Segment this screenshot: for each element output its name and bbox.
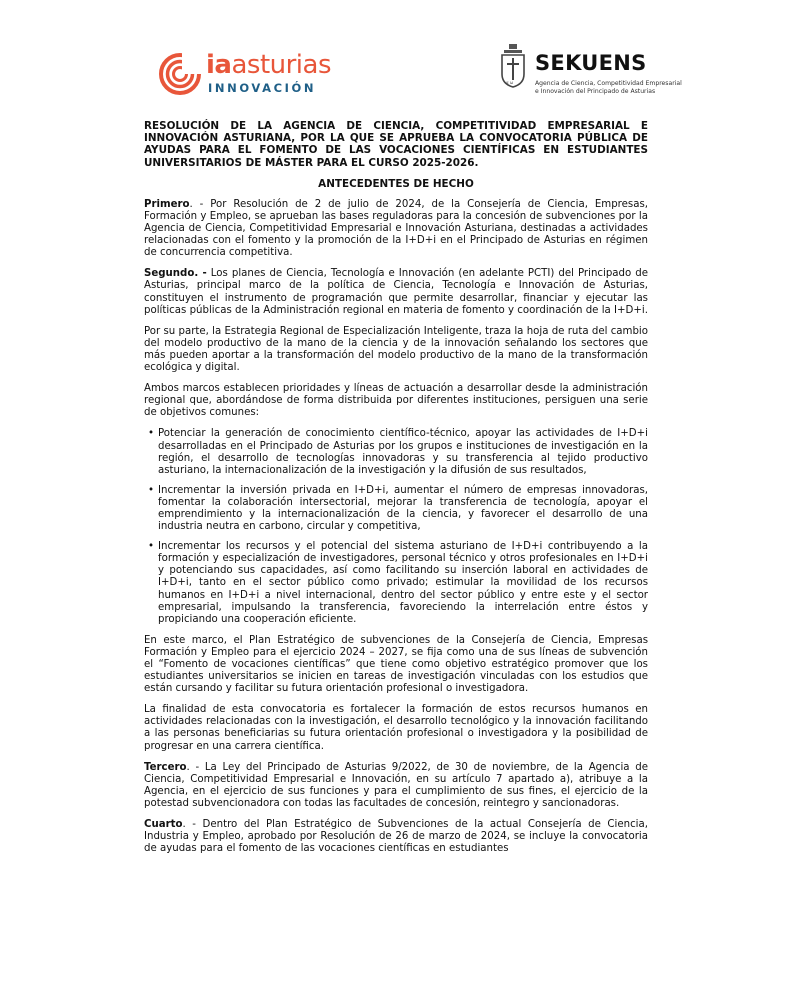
text-primero: . - Por Resolución de 2 de julio de 2024, de la Consejería de Ciencia, Empresas, Formación y Empleo, se aprueban las bases reguladoras para la concesión de subvenciones por la Agencia de Ciencia, Competitividad Empresarial e Innovación Asturiana, destinadas a actividades relacionadas con el fomento y la promoción de la I+D+i en el Principado de Asturias en régimen de concurrencia competitiva.	[144, 198, 648, 259]
iasturias-spiral-icon	[158, 52, 202, 96]
list-item-text: Incrementar la inversión privada en I+D+i, aumentar el número de empresas innovadoras, fomentar la colaboración intersectorial, mejorar la transferencia de tecnología, apoyar el emprendimiento y la internacionalización de la ciencia, y favorecer el desarrollo de una industria neutra en carbono, circular y competitiva,	[158, 484, 648, 533]
section-heading: ANTECEDENTES DE HECHO	[318, 177, 474, 190]
sekuens-logo	[497, 44, 682, 104]
list-item	[144, 541, 648, 626]
paragraph-primero	[144, 199, 648, 259]
iasturias-logo	[158, 50, 338, 100]
sekuens-subtitle-line1: Agencia de Ciencia, Competitividad Empresarial	[535, 80, 682, 87]
lead-cuarto: Cuarto	[144, 819, 183, 831]
objectives-list	[144, 428, 648, 625]
paragraph-finalidad: La finalidad de esta convocatoria es fortalecer la formación de estos recursos humanos en actividades relacionadas con la investigación, el desarrollo tecnológico y la innovación facilitando a las personas beneficiarias su futura orientación profesional o investigadora y la posibilidad de progresar en una carrera científica.	[144, 704, 648, 752]
lead-primero: Primero	[144, 198, 190, 210]
text-tercero: . - La Ley del Principado de Asturias 9/2022, de 30 de noviembre, de la Agencia de Ciencia, Competitividad Empresarial e Innovación, en su artículo 7 apartado a), atribuye a la Agencia, en el ejercicio de sus funciones y para el cumplimiento de sus fines, el ejercicio de la potestad subvencionadora con todas las facultades de concesión, reintegro y sancionadoras.	[144, 761, 648, 809]
svg-text:α ω: α ω	[506, 80, 514, 85]
iasturias-subtitle: INNOVACIÓN	[208, 81, 317, 95]
iasturias-wordmark	[206, 50, 331, 80]
text-segundo: Los planes de Ciencia, Tecnología e Innovación (en adelante PCTI) del Principado de Asturias, principal marco de la política de Ciencia, Tecnología e Innovación de Asturias, constituyen el instrumento de programación que permite desarrollar, financiar y ejecutar las políticas públicas de la Administración regional en materia de fomento y coordinación de la I+D+i.	[144, 268, 649, 316]
sekuens-wordmark: SEKUENS	[535, 51, 647, 75]
document-title: RESOLUCIÓN DE LA AGENCIA DE CIENCIA, COMPETITIVIDAD EMPRESARIAL E INNOVACIÓN ASTURIANA, POR LA QUE SE APRUEBA LA CONVOCATORIA PÚBLICA DE AYUDAS PARA EL FOMENTO DE LAS VOCACIONES CIENTÍFICAS EN ESTUDIANTES UNIVERSITARIOS DE MÁSTER PARA EL CURSO 2025-2026.	[144, 120, 648, 169]
list-item	[144, 485, 648, 533]
list-item-text: Incrementar los recursos y el potencial del sistema asturiano de I+D+i contribuyendo a la formación y especialización de investigadores, personal técnico y otros profesionales en I+D+i y potenciando sus capacidades, así como facilitando su inserción laboral en actividades de I+D+i, tanto en el sector público como privado; estimular la movilidad de los recursos humanos en I+D+i a nivel internacional, dentro del sector público y entre este y el sector empresarial, impulsando la transferencia, favoreciendo la interrelación entre éstos y propiciando una cooperación eficiente.	[158, 541, 648, 625]
list-item-text: Potenciar la generación de conocimiento científico-técnico, apoyar las actividades de I+D+i desarrolladas en el Principado de Asturias por los grupos e instituciones de investigación en la región, el desarrollo de tecnologías innovadoras y su transferencia al tejido productivo asturiano, la internacionalización de la investigación y la difusión de sus resultados,	[158, 428, 648, 476]
bullet-glyph: •	[148, 541, 155, 553]
paragraph-estrategia: Por su parte, la Estrategia Regional de Especialización Inteligente, traza la hoja de ruta del cambio del modelo productivo de la mano de la ciencia y de la innovación señalando los sectores que más pueden aportar a la transformación del modelo productivo de la mano de la transformación ecológica y digital.	[144, 325, 648, 374]
paragraph-marcos: Ambos marcos establecen prioridades y líneas de actuación a desarrollar desde la administración regional que, abordándose de forma distribuida por diferentes instituciones, persiguen una serie de objetivos comunes:	[144, 383, 648, 419]
lead-segundo: Segundo. -	[144, 268, 207, 280]
paragraph-plan-estrategico: En este marco, el Plan Estratégico de subvenciones de la Consejería de Ciencia, Empresas Formación y Empleo para el ejercicio 2024 – 2027, se fija como una de sus líneas de subvención el “Fomento de vocaciones científicas” que tiene como objetivo estratégico promover que los estudiantes universitarios se inicien en tareas de investigación vinculadas con los estudios que están cursando y facilitar su futura orientación profesional o investigadora.	[144, 634, 648, 695]
resolution-document	[144, 120, 648, 864]
bullet-glyph: •	[148, 428, 155, 440]
bullet-glyph: •	[148, 484, 155, 496]
sekuens-subtitle-line2: e Innovación del Principado de Asturias	[535, 88, 656, 95]
brand-asturias: asturias	[231, 50, 332, 80]
paragraph-cuarto	[144, 819, 648, 855]
paragraph-tercero	[144, 762, 648, 810]
asturias-coat-of-arms-icon	[500, 44, 526, 88]
lead-tercero: Tercero	[144, 761, 187, 773]
list-item	[144, 428, 648, 476]
text-cuarto: . - Dentro del Plan Estratégico de Subvenciones de la actual Consejería de Ciencia, Industria y Empleo, aprobado por Resolución de 26 de marzo de 2024, se incluye la convocatoria de ayudas para el fomento de las vocaciones científicas en estudiantes	[144, 819, 648, 855]
brand-ia: ia	[206, 50, 232, 80]
paragraph-segundo	[144, 268, 648, 316]
sekuens-subtitle	[535, 80, 682, 96]
